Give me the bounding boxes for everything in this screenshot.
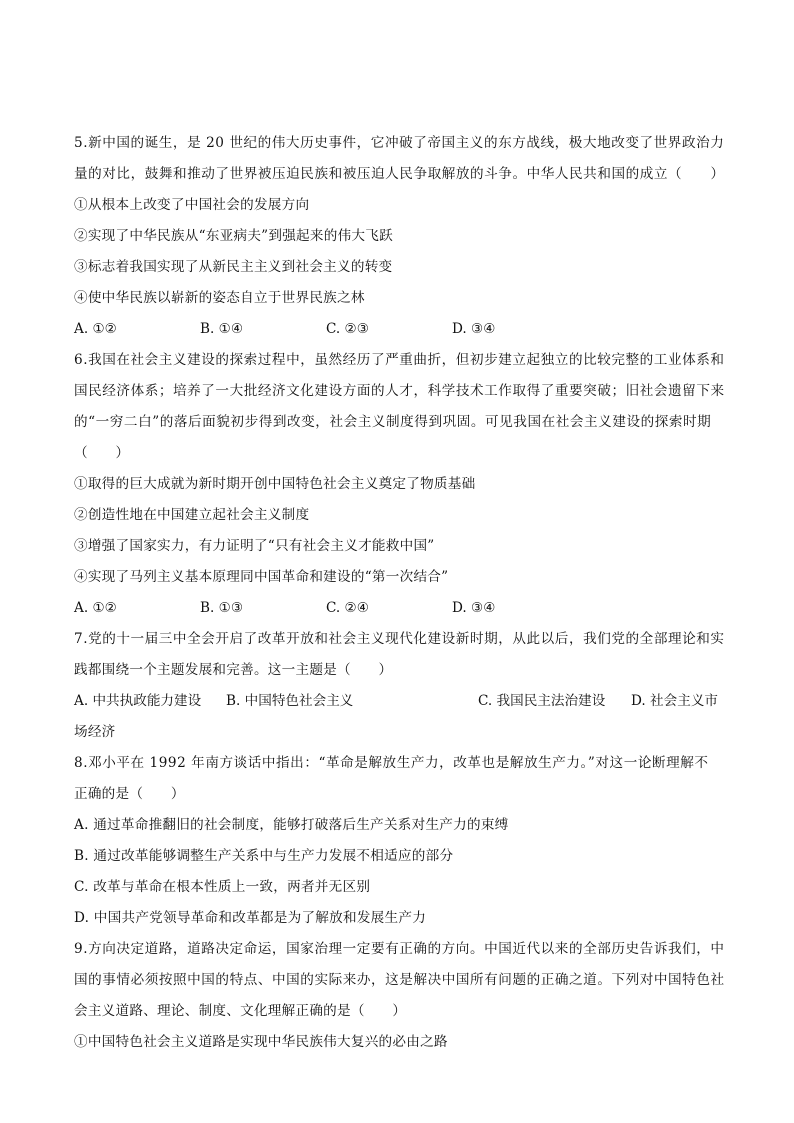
question-9 [74, 934, 724, 1058]
question-stem-line: 5.新中国的诞生，是 20 世纪的伟大历史事件，它冲破了帝国主义的东方战线，极大地改变了世界政治力 [74, 135, 725, 151]
question-6 [74, 345, 724, 624]
statement-item: ①中国特色社会主义道路是实现中华民族伟大复兴的必由之路 [74, 1034, 448, 1050]
question-stem-line: 的“一穷二白”的落后面貌初步得到改变，社会主义制度得到巩固。可见我国在社会主义建设的探索时期 [74, 414, 712, 430]
exam-page [74, 128, 724, 1058]
option-b[interactable]: B. 通过改革能够调整生产关系中与生产力发展不相适应的部分 [74, 848, 454, 864]
statement-item: ①从根本上改变了中国社会的发展方向 [74, 197, 310, 213]
option-d[interactable]: D. 社会主义市 [631, 693, 719, 709]
option-c[interactable]: C. ②③ [326, 321, 369, 337]
option-a[interactable]: A. 通过革命推翻旧的社会制度，能够打破落后生产关系对生产力的束缚 [74, 817, 509, 833]
option-c[interactable]: C. 我国民主法治建设 [478, 693, 606, 709]
question-8 [74, 748, 724, 934]
question-stem-line: 8.邓小平在 1992 年南方谈话中指出：“革命是解放生产力，改革也是解放生产力。”对这一论断理解不 [74, 755, 709, 771]
option-c[interactable]: C. ②④ [326, 600, 369, 616]
question-stem-line: 量的对比，鼓舞和推动了世界被压迫民族和被压迫人民争取解放的斗争。中华人民共和国的成立（ ） [74, 166, 725, 182]
option-d[interactable]: D. 中国共产党领导革命和改革都是为了解放和发展生产力 [74, 910, 427, 926]
option-b[interactable]: B. 中国特色社会主义 [226, 693, 354, 709]
option-c[interactable]: C. 改革与革命在根本性质上一致，两者并无区别 [74, 879, 371, 895]
question-stem-line: （ ） [74, 445, 130, 461]
question-5 [74, 128, 724, 345]
question-stem-line: 会主义道路、理论、制度、文化理解正确的是（ ） [74, 1003, 407, 1019]
option-a[interactable]: A. 中共执政能力建设 [74, 693, 202, 709]
statement-item: ④实现了马列主义基本原理同中国革命和建设的“第一次结合” [74, 569, 449, 585]
option-d[interactable]: D. ③④ [452, 600, 496, 616]
answer-options [74, 686, 724, 717]
statement-item: ③增强了国家实力，有力证明了“只有社会主义才能救中国” [74, 538, 435, 554]
statement-item: ②创造性地在中国建立起社会主义制度 [74, 507, 310, 523]
option-b[interactable]: B. ①④ [200, 321, 244, 337]
question-stem-line: 践都围绕一个主题发展和完善。这一主题是（ ） [74, 662, 393, 678]
question-stem-line: 国民经济体系；培养了一大批经济文化建设方面的人才，科学技术工作取得了重要突破；旧社会遗留下来 [74, 383, 725, 399]
option-a[interactable]: A. ①② [74, 600, 117, 616]
statement-item: ①取得的巨大成就为新时期开创中国特色社会主义奠定了物质基础 [74, 476, 476, 492]
statement-item: ③标志着我国实现了从新民主主义到社会主义的转变 [74, 259, 393, 275]
statement-item: ②实现了中华民族从“东亚病夫”到强起来的伟大飞跃 [74, 228, 393, 244]
question-7 [74, 624, 724, 748]
question-stem-line: 6.我国在社会主义建设的探索过程中，虽然经历了严重曲折，但初步建立起独立的比较完整的工业体系和 [74, 352, 725, 368]
option-b[interactable]: B. ①③ [200, 600, 244, 616]
statement-item: ④使中华民族以崭新的姿态自立于世界民族之林 [74, 290, 365, 306]
question-stem-line: 正确的是（ ） [74, 786, 185, 802]
answer-options [74, 314, 724, 345]
option-d[interactable]: D. ③④ [452, 321, 496, 337]
option-d-wrap: 场经济 [74, 724, 116, 740]
question-stem-line: 9.方向决定道路，道路决定命运，国家治理一定要有正确的方向。中国近代以来的全部历史告诉我们，中 [74, 941, 725, 957]
question-stem-line: 国的事情必须按照中国的特点、中国的实际来办，这是解决中国所有问题的正确之道。下列对中国特色社 [74, 972, 725, 988]
option-a[interactable]: A. ①② [74, 321, 117, 337]
question-stem-line: 7.党的十一届三中全会开启了改革开放和社会主义现代化建设新时期，从此以后，我们党的全部理论和实 [74, 631, 725, 647]
answer-options [74, 593, 724, 624]
